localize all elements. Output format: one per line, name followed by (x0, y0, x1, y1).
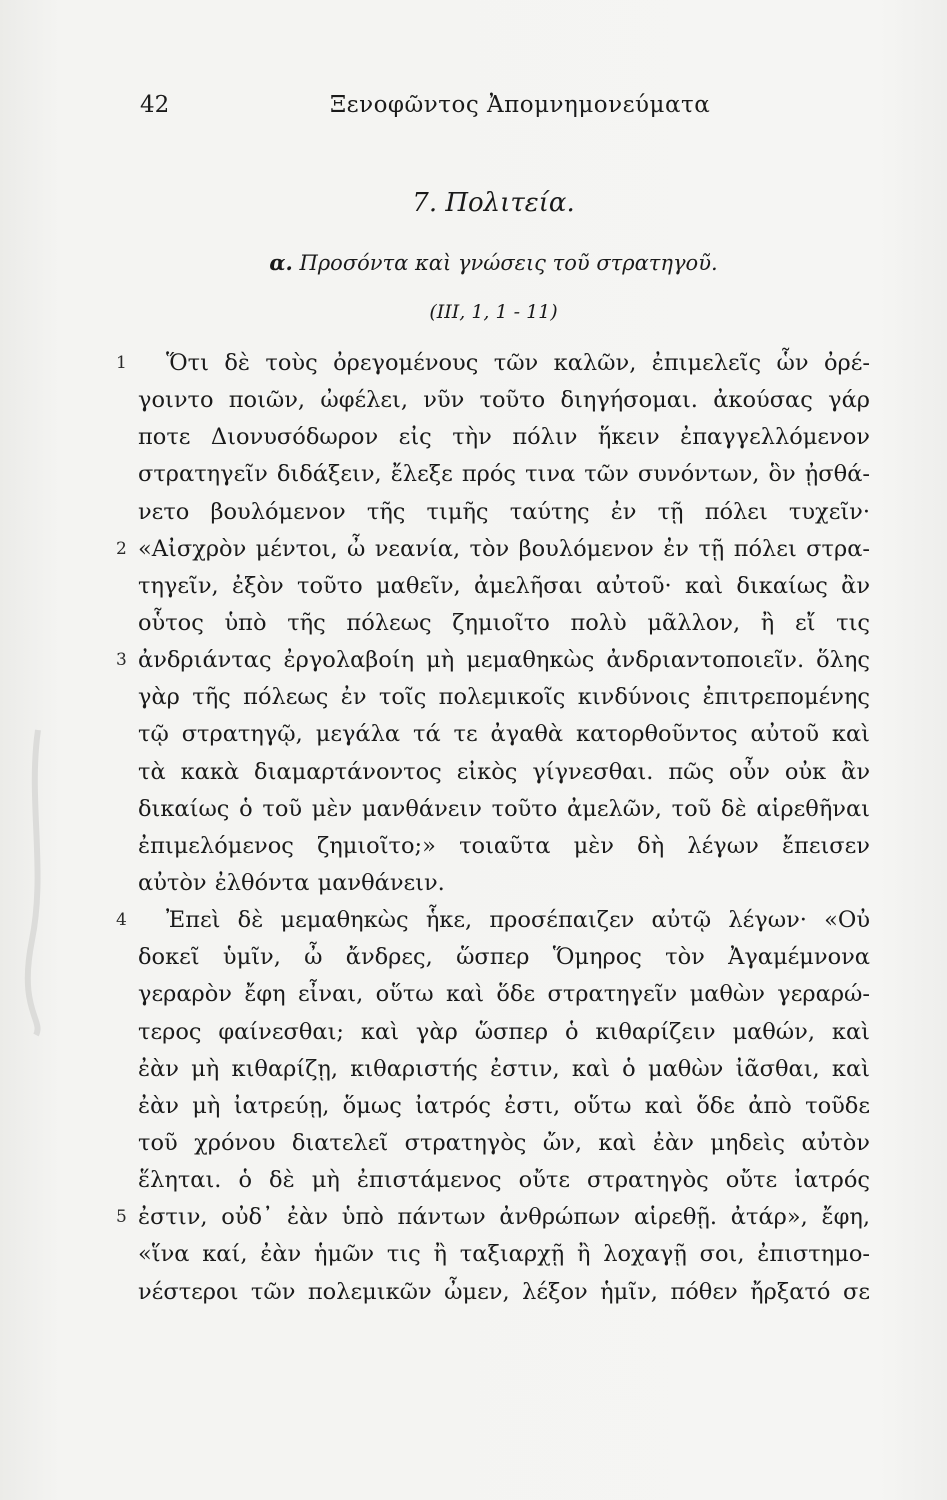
text-line (138, 828, 870, 865)
line-text: γὰρ τῆς πόλεως ἐν τοῖς πολεμικοῖς κινδύνοις ἐπιτρεπομένης (138, 684, 870, 711)
line-text: ἀνδριάντας ἐργολαβοίη μὴ μεμαθηκὼς ἀνδριαντοποιεῖν. ὅλης (138, 647, 870, 674)
paragraph-number: 2 (116, 538, 127, 559)
line-text: «ἵνα καί, ἐὰν ἡμῶν τις ἢ ταξιαρχῇ ἢ λοχαγῇ σοι, ἐπιστημο- (138, 1241, 870, 1268)
body-text (116, 345, 870, 1311)
paragraph-number: 1 (116, 353, 127, 373)
section-heading (0, 250, 947, 275)
text-line (138, 494, 870, 531)
text-line (138, 976, 870, 1013)
line-text: τῷ στρατηγῷ, μεγάλα τά τε ἀγαθὰ κατορθοῦντος αὐτοῦ καὶ (138, 721, 870, 748)
line-text: ἐπιμελόμενος ζημιοῖτο;» τοιαῦτα μὲν δὴ λέγων ἔπεισεν (138, 832, 870, 859)
text-line (116, 642, 870, 679)
line-text: ἐὰν μὴ κιθαρίζῃ, κιθαριστής ἐστιν, καὶ ὁ μαθὼν ἰᾶσθαι, καὶ (138, 1055, 870, 1082)
text-line (138, 1014, 870, 1051)
line-text: «Αἰσχρὸν μέντοι, ὦ νεανία, τὸν βουλόμενον ἐν τῇ πόλει στρα- (138, 535, 870, 562)
line-text: δικαίως ὁ τοῦ μὲν μανθάνειν τοῦτο ἀμελῶν, τοῦ δὲ αἱρεθῆναι (138, 795, 870, 822)
text-line (138, 939, 870, 976)
paragraph-number: 3 (116, 650, 127, 671)
text-line (138, 1274, 870, 1311)
line-text: Ὅτι δὲ τοὺς ὀρεγομένους τῶν καλῶν, ἐπιμελεῖς ὧν ὀρέ- (166, 350, 870, 376)
line-text: Ἐπεὶ δὲ μεμαθηκὼς ἧκε, προσέπαιζεν αὐτῷ λέγων· «Οὐ (166, 907, 870, 934)
line-text: τὰ κακὰ διαμαρτάνοντος εἰκὸς γίγνεσθαι. πῶς οὖν οὐκ ἂν (138, 758, 870, 785)
line-text: οὗτος ὑπὸ τῆς πόλεως ζημιοῖτο πολὺ μᾶλλον, ἢ εἴ τις (138, 609, 870, 636)
line-text: νέστεροι τῶν πολεμικῶν ὦμεν, λέξον ἡμῖν, πόθεν ἤρξατό σε (138, 1278, 870, 1305)
text-line (138, 1236, 870, 1273)
text-line (138, 456, 870, 493)
text-line (138, 791, 870, 828)
line-text: τηγεῖν, ἐξὸν τοῦτο μαθεῖν, ἀμελῆσαι αὐτοῦ· καὶ δικαίως ἂν (138, 572, 870, 599)
line-text: δοκεῖ ὑμῖν, ὦ ἄνδρες, ὥσπερ Ὅμηρος τὸν Ἀγαμέμνονα (138, 944, 870, 971)
text-line (116, 902, 870, 939)
text-line (138, 865, 870, 902)
line-text: ποτε Διονυσόδωρον εἰς τὴν πόλιν ἥκειν ἐπαγγελλόμενον (138, 424, 870, 451)
section-title: Προσόντα καὶ γνώσεις τοῦ στρατηγοῦ. (299, 251, 718, 275)
line-text: αὐτὸν ἐλθόντα μανθάνειν. (138, 869, 445, 896)
page-number: 42 (140, 92, 170, 118)
text-line (116, 345, 870, 382)
line-text: τερος φαίνεσθαι; καὶ γὰρ ὥσπερ ὁ κιθαρίζειν μαθών, καὶ (138, 1018, 870, 1045)
chapter-title: 7. Πολιτεία. (412, 188, 575, 218)
line-text: ἐστιν, οὐδ᾽ ἐὰν ὑπὸ πάντων ἀνθρώπων αἱρεθῇ. ἀτάρ», ἔφη, (138, 1204, 870, 1231)
text-line (138, 1051, 870, 1088)
line-text: γοιντο ποιῶν, ὠφέλει, νῦν τοῦτο διηγήσομαι. ἀκούσας γάρ (138, 387, 870, 414)
line-text: ἕληται. ὁ δὲ μὴ ἐπιστάμενος οὔτε στρατηγὸς οὔτε ἰατρός (138, 1167, 870, 1194)
text-line (116, 1199, 870, 1236)
text-line (138, 568, 870, 605)
section-label: α. (269, 250, 293, 275)
margin-ink-mark (18, 720, 58, 1040)
text-line (138, 754, 870, 791)
text-line (116, 531, 870, 568)
line-text: ἐὰν μὴ ἰατρεύῃ, ὅμως ἰατρός ἐστι, οὕτω καὶ ὅδε ἀπὸ τοῦδε (138, 1092, 870, 1119)
text-line (138, 1162, 870, 1199)
paragraph-number: 5 (116, 1207, 127, 1228)
text-line (138, 419, 870, 456)
text-line (138, 1088, 870, 1125)
line-text: γεραρὸν ἔφη εἶναι, οὕτω καὶ ὅδε στρατηγεῖν μαθὼν γεραρώ- (138, 981, 870, 1008)
running-header (140, 92, 892, 126)
text-line (138, 1125, 870, 1162)
source-reference: (III, 1, 1 - 11) (429, 301, 558, 323)
line-text: νετο βουλόμενον τῆς τιμῆς ταύτης ἐν τῇ πόλει τυχεῖν· (138, 498, 870, 525)
running-title: Ξενοφῶντος Ἀπομνημονεύματα (330, 92, 711, 118)
line-text: τοῦ χρόνου διατελεῖ στρατηγὸς ὤν, καὶ ἐὰν μηδεὶς αὐτὸν (138, 1129, 870, 1156)
text-line (138, 605, 870, 642)
line-text: στρατηγεῖν διδάξειν, ἔλεξε πρός τινα τῶν συνόντων, ὃν ᾐσθά- (138, 461, 870, 488)
text-line (138, 679, 870, 716)
text-line (138, 382, 870, 419)
text-line (138, 716, 870, 753)
paragraph-number: 4 (116, 910, 127, 931)
